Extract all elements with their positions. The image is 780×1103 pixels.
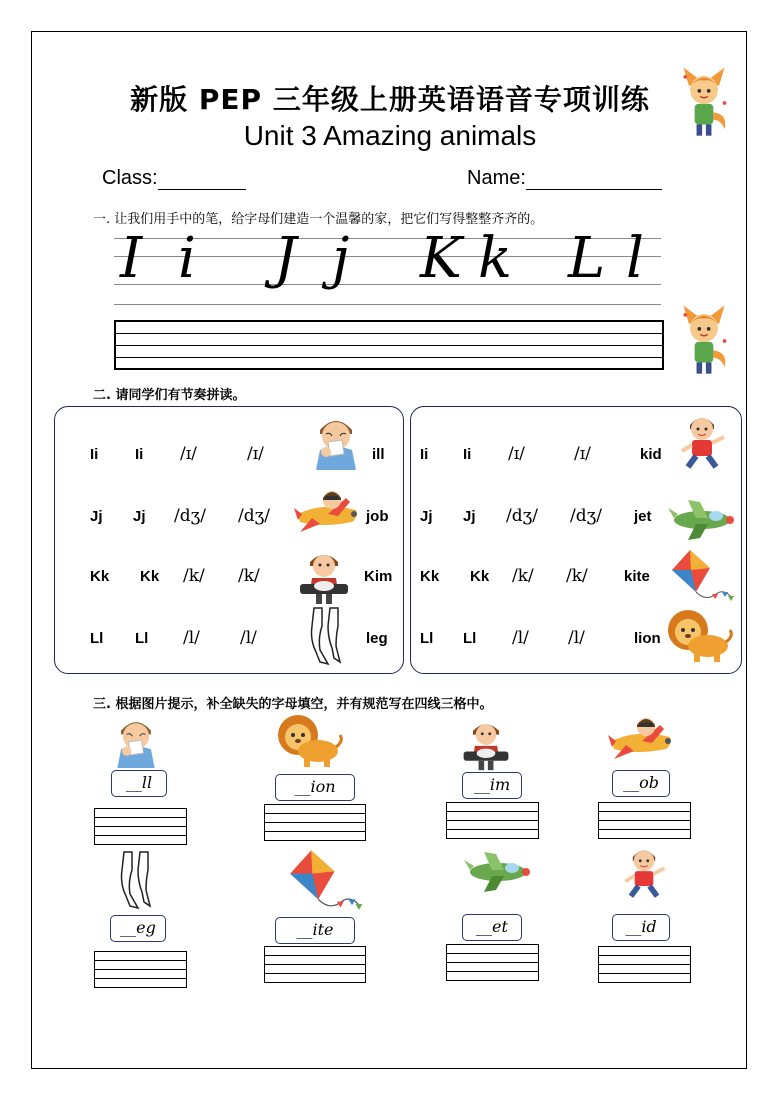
jet-plane-icon bbox=[666, 494, 736, 544]
phoneme: /dʒ/ bbox=[174, 506, 206, 526]
letter-pair: Ii bbox=[463, 446, 472, 463]
letter-pair: Ll bbox=[135, 630, 149, 647]
letter-pair: Ii bbox=[90, 446, 99, 463]
pilot-plane-icon bbox=[292, 484, 362, 534]
sick-boy-icon bbox=[108, 712, 164, 768]
letter-pair: Ll bbox=[90, 630, 104, 647]
section2-instruction: 二. 请同学们有节奏拼读。 bbox=[93, 388, 246, 403]
word-blank-3[interactable]: __im bbox=[462, 772, 522, 799]
section1-instruction: 一. 让我们用手中的笔，给字母们建造一个温馨的家，把它们写得整整齐齐的。 bbox=[93, 212, 544, 227]
phoneme: /k/ bbox=[566, 566, 588, 586]
drummer-boy-icon bbox=[294, 546, 354, 606]
word-blank-5[interactable]: __eg bbox=[110, 915, 166, 942]
writing-lines-3[interactable] bbox=[446, 802, 539, 839]
class-field[interactable] bbox=[102, 167, 246, 190]
phoneme: /k/ bbox=[238, 566, 260, 586]
fox-kid-icon bbox=[676, 302, 732, 380]
letter-J-upper: J bbox=[274, 226, 297, 291]
lion-icon bbox=[664, 606, 734, 666]
phoneme: /l/ bbox=[183, 628, 200, 648]
kite-icon bbox=[666, 548, 736, 608]
letter-pair: Kk bbox=[420, 568, 440, 585]
writing-lines-2[interactable] bbox=[264, 804, 366, 841]
letter-guide bbox=[114, 226, 661, 306]
letter-L-upper: L bbox=[568, 226, 606, 291]
letter-pair: Ll bbox=[463, 630, 477, 647]
class-label: Class: bbox=[102, 167, 158, 189]
word-blank-6[interactable]: __ite bbox=[275, 917, 355, 944]
phoneme: /k/ bbox=[512, 566, 534, 586]
phoneme: /dʒ/ bbox=[238, 506, 270, 526]
letter-i-lower: i bbox=[178, 226, 196, 291]
letter-pair: Jj bbox=[420, 508, 433, 525]
word-blank-2[interactable]: __ion bbox=[275, 774, 355, 801]
phoneme: /ɪ/ bbox=[574, 444, 591, 464]
writing-lines-7[interactable] bbox=[446, 944, 539, 981]
section3-instruction: 三. 根据图片提示，补全缺失的字母填空，并有规范写在四线三格中。 bbox=[93, 697, 493, 712]
name-input-line[interactable] bbox=[526, 169, 662, 190]
phoneme: /ɪ/ bbox=[508, 444, 525, 464]
phoneme: /dʒ/ bbox=[570, 506, 602, 526]
legs-icon bbox=[116, 850, 156, 910]
letter-pair: Ii bbox=[420, 446, 429, 463]
letter-pair: Ll bbox=[420, 630, 434, 647]
letter-pair: Ii bbox=[135, 446, 144, 463]
phoneme: /ɪ/ bbox=[247, 444, 264, 464]
letter-pair: Kk bbox=[140, 568, 160, 585]
phonics-word: job bbox=[366, 508, 389, 525]
running-boy-icon bbox=[616, 842, 672, 902]
letter-pair: Jj bbox=[133, 508, 146, 525]
writing-lines-6[interactable] bbox=[264, 946, 366, 983]
drummer-boy-icon bbox=[458, 716, 514, 772]
word-blank-4[interactable]: __ob bbox=[612, 770, 670, 797]
letter-l-lower: l bbox=[626, 226, 644, 291]
legs-icon bbox=[306, 606, 346, 666]
sick-boy-icon bbox=[306, 410, 366, 470]
pilot-plane-icon bbox=[606, 710, 676, 762]
phonics-word: leg bbox=[366, 630, 388, 647]
phonics-word: ill bbox=[372, 446, 385, 463]
writing-lines-1[interactable] bbox=[94, 808, 187, 845]
letter-pair: Kk bbox=[90, 568, 110, 585]
phonics-word: Kim bbox=[364, 568, 393, 585]
jet-plane-icon bbox=[462, 846, 532, 896]
letter-K-upper: K bbox=[420, 226, 462, 291]
phoneme: /l/ bbox=[512, 628, 529, 648]
writing-lines-5[interactable] bbox=[94, 951, 187, 988]
word-blank-8[interactable]: __id bbox=[612, 914, 670, 941]
phoneme: /k/ bbox=[183, 566, 205, 586]
writing-lines-4[interactable] bbox=[598, 802, 691, 839]
writing-lines-8[interactable] bbox=[598, 946, 691, 983]
phoneme: /l/ bbox=[240, 628, 257, 648]
phoneme: /l/ bbox=[568, 628, 585, 648]
running-boy-icon bbox=[672, 410, 732, 472]
word-blank-1[interactable]: __ll bbox=[111, 770, 167, 797]
phoneme: /dʒ/ bbox=[506, 506, 538, 526]
name-label: Name: bbox=[467, 167, 526, 189]
phonics-word: jet bbox=[634, 508, 652, 525]
kite-icon bbox=[282, 848, 366, 918]
writing-area[interactable] bbox=[114, 320, 664, 370]
phonics-word: lion bbox=[634, 630, 661, 647]
fox-kid-icon bbox=[676, 64, 732, 142]
name-field[interactable] bbox=[467, 167, 662, 190]
phonics-word: kite bbox=[624, 568, 650, 585]
letter-pair: Kk bbox=[470, 568, 490, 585]
class-input-line[interactable] bbox=[158, 169, 246, 190]
page-subtitle: Unit 3 Amazing animals bbox=[243, 120, 537, 151]
letter-pair: Jj bbox=[90, 508, 103, 525]
letter-j-lower: j bbox=[332, 226, 350, 291]
page-title: 新版 PEP 三年级上册英语语音专项训练 bbox=[130, 83, 650, 116]
letter-pair: Jj bbox=[463, 508, 476, 525]
letter-k-lower: k bbox=[478, 226, 512, 291]
phoneme: /ɪ/ bbox=[180, 444, 197, 464]
word-blank-7[interactable]: __et bbox=[462, 914, 522, 941]
phonics-word: kid bbox=[640, 446, 662, 463]
letter-I-upper: I bbox=[120, 226, 143, 291]
lion-icon bbox=[274, 710, 344, 772]
